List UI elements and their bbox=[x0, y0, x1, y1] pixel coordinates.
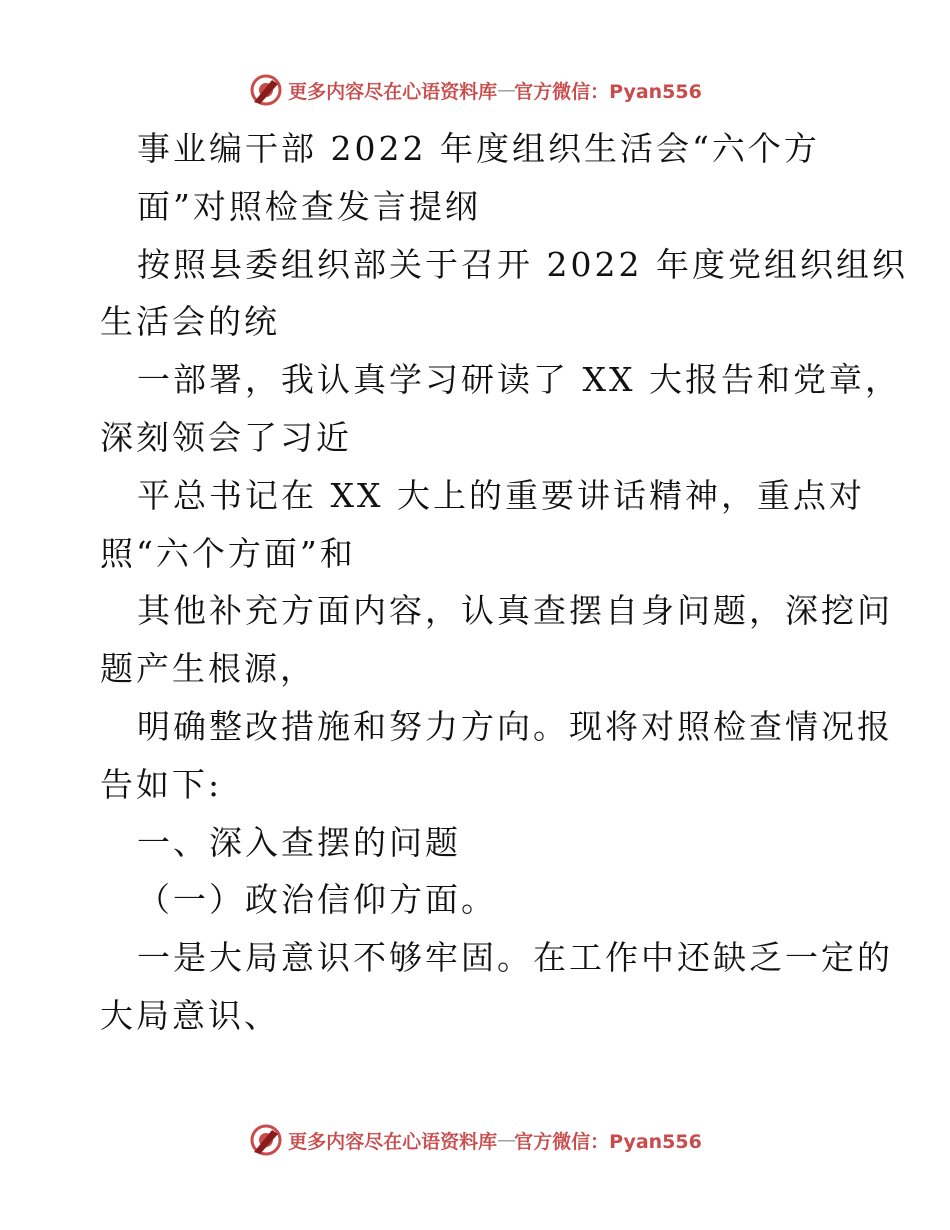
banner-wechat: 官方微信：Pyan556 bbox=[514, 80, 702, 103]
header-banner bbox=[0, 70, 950, 110]
document-line: 按照县委组织部关于召开 2022 年度党组织组织 bbox=[137, 244, 908, 284]
document-line: 照“六个方面”和 bbox=[100, 533, 356, 573]
document-line: 面”对照检查发言提纲 bbox=[137, 186, 481, 226]
document-line: 其他补充方面内容，认真查摆自身问题，深挖问 bbox=[137, 591, 893, 631]
document-line: 事业编干部 2022 年度组织生活会“六个方 bbox=[137, 129, 820, 168]
pen-logo-icon bbox=[248, 1122, 284, 1158]
document-line: 生活会的统 bbox=[100, 302, 280, 342]
pen-logo-icon bbox=[248, 72, 284, 108]
document-line: 平总书记在 XX 大上的重要讲话精神，重点对 bbox=[137, 475, 865, 515]
document-line: 一部署，我认真学习研读了 XX 大报告和党章， bbox=[137, 360, 901, 400]
banner-text: 更多内容尽在心语资料库 bbox=[288, 80, 498, 103]
banner-text: 更多内容尽在心语资料库 bbox=[288, 1130, 498, 1153]
document-line: （一）政治信仰方面。 bbox=[137, 880, 497, 920]
document-line: 一、深入查摆的问题 bbox=[137, 822, 461, 862]
document-line: 告如下: bbox=[100, 764, 223, 804]
document-line: 深刻领会了习近 bbox=[100, 417, 352, 457]
document-body bbox=[100, 120, 908, 1045]
banner-separator: — bbox=[497, 1129, 515, 1151]
document-line: 题产生根源， bbox=[100, 649, 316, 689]
document-line: 大局意识、 bbox=[100, 995, 280, 1035]
banner-wechat: 官方微信：Pyan556 bbox=[514, 1130, 702, 1153]
document-line: 一是大局意识不够牢固。在工作中还缺乏一定的 bbox=[137, 938, 893, 978]
banner-separator: — bbox=[497, 79, 515, 101]
footer-banner bbox=[0, 1120, 950, 1160]
document-line: 明确整改措施和努力方向。现将对照检查情况报 bbox=[137, 706, 893, 746]
